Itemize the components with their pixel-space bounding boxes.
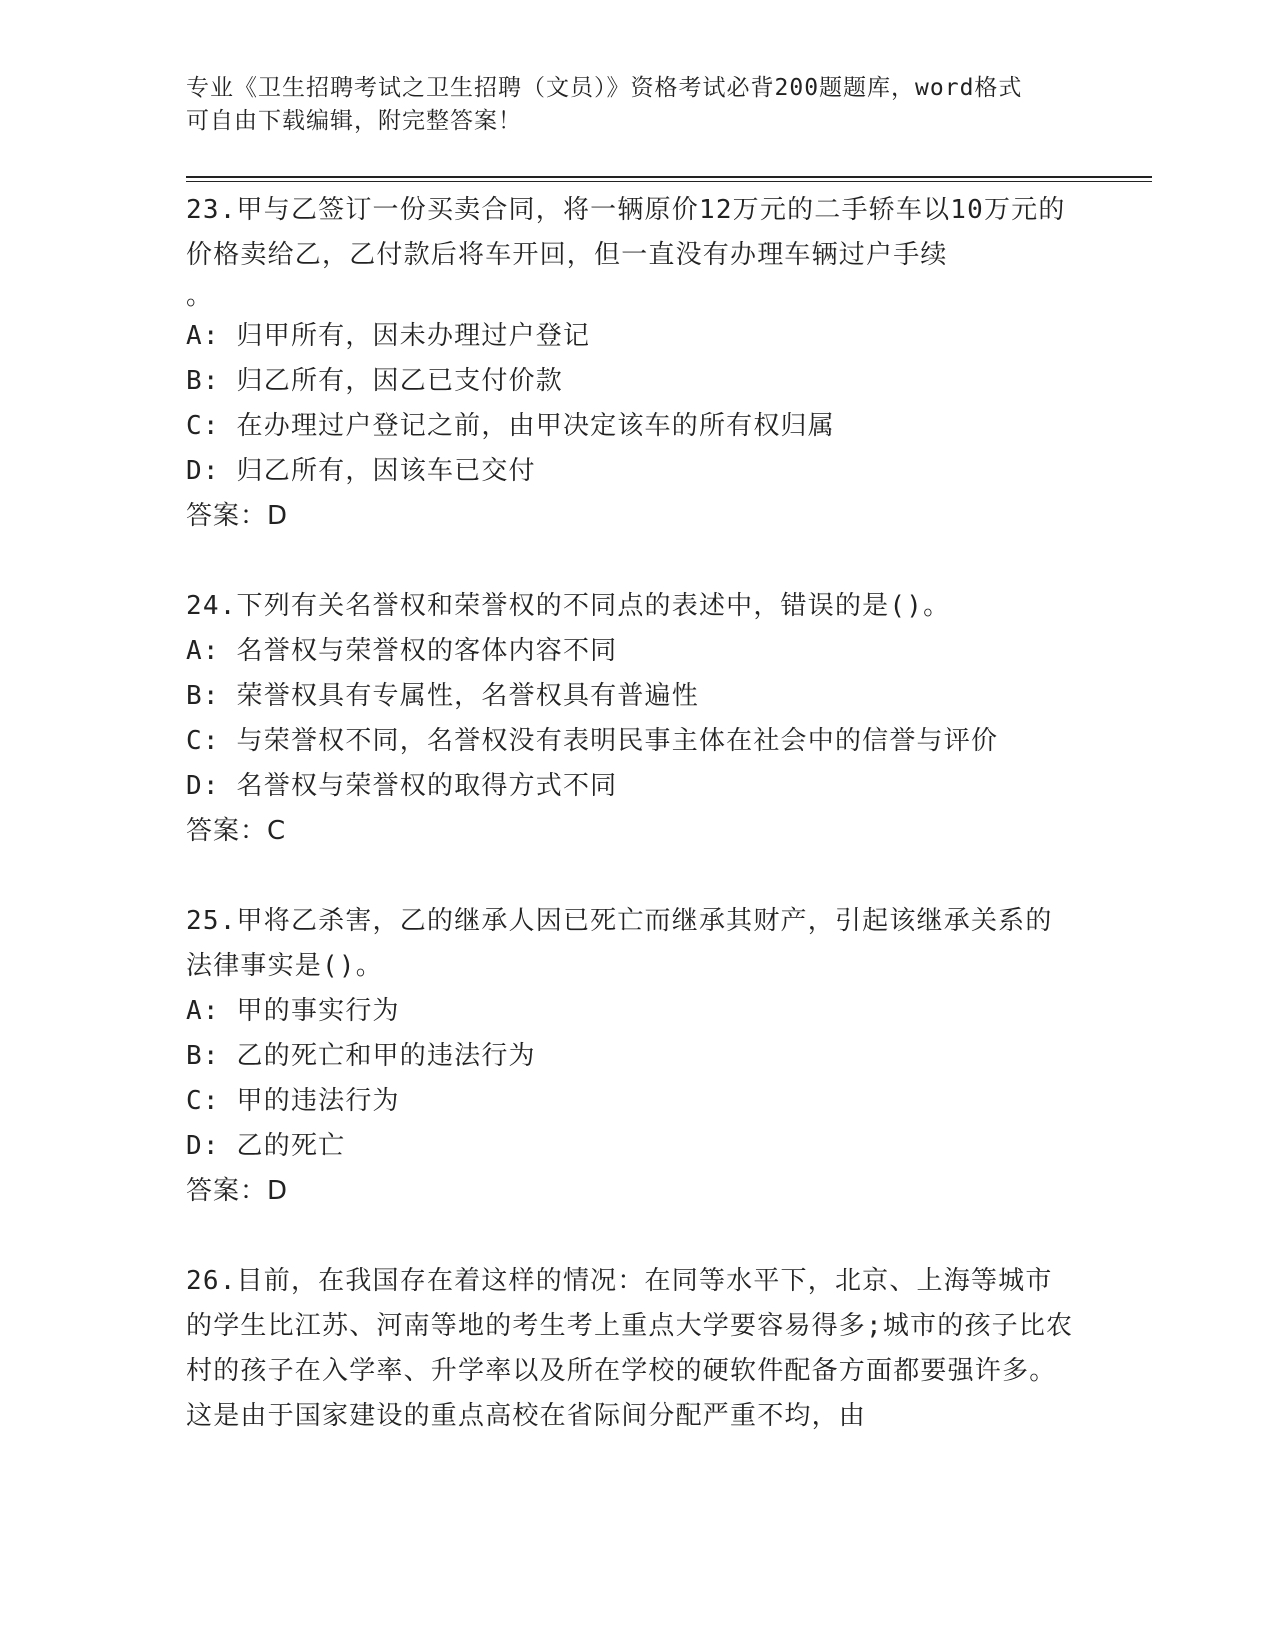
option-a: A: 名誉权与荣誉权的客体内容不同 (186, 636, 618, 666)
question-24 (186, 584, 1076, 854)
option-b: B: 乙的死亡和甲的违法行为 (186, 1041, 536, 1071)
question-stem: 24.下列有关名誉权和荣誉权的不同点的表述中，错误的是()。 (186, 591, 951, 621)
question-26 (186, 1259, 1076, 1439)
question-stem: 23.甲与乙签订一份买卖合同，将一辆原价12万元的二手轿车以10万元的价格卖给乙，乙付款后将车开回，但一直没有办理车辆过户手续 (186, 195, 1066, 270)
question-stem-tail: 。 (186, 281, 213, 311)
option-b: B: 荣誉权具有专属性，名誉权具有普遍性 (186, 681, 699, 711)
option-d: D: 归乙所有，因该车已交付 (186, 456, 536, 486)
header-line-2: 可自由下载编辑，附完整答案！ (186, 108, 522, 134)
question-25 (186, 899, 1076, 1214)
question-list (186, 188, 1076, 1439)
header-rule-thick (186, 176, 1152, 178)
question-23 (186, 188, 1076, 539)
question-stem: 25.甲将乙杀害，乙的继承人因已死亡而继承其财产，引起该继承关系的法律事实是()。 (186, 906, 1053, 981)
option-b: B: 归乙所有，因乙已支付价款 (186, 366, 563, 396)
option-d: D: 乙的死亡 (186, 1131, 346, 1161)
question-stem: 26.目前，在我国存在着这样的情况：在同等水平下，北京、上海等城市的学生比江苏、河南等地的考生考上重点大学要容易得多;城市的孩子比农村的孩子在入学率、升学率以及所在学校的硬软件配备方面都要强许多。这是由于国家建设的重点高校在省际间分配严重不均，由 (186, 1266, 1074, 1431)
option-a: A: 归甲所有，因未办理过户登记 (186, 321, 591, 351)
answer-line: 答案：D (186, 501, 289, 531)
option-c: C: 在办理过户登记之前，由甲决定该车的所有权归属 (186, 411, 835, 441)
option-c: C: 与荣誉权不同，名誉权没有表明民事主体在社会中的信誉与评价 (186, 726, 999, 756)
option-c: C: 甲的违法行为 (186, 1086, 400, 1116)
header-rule-thin (186, 181, 1152, 182)
document-header (186, 72, 1066, 138)
answer-line: 答案：D (186, 1176, 289, 1206)
header-line-1: 专业《卫生招聘考试之卫生招聘（文员）》资格考试必背200题题库，word格式 (186, 75, 1023, 101)
option-a: A: 甲的事实行为 (186, 996, 400, 1026)
option-d: D: 名誉权与荣誉权的取得方式不同 (186, 771, 618, 801)
answer-line: 答案：C (186, 816, 287, 846)
